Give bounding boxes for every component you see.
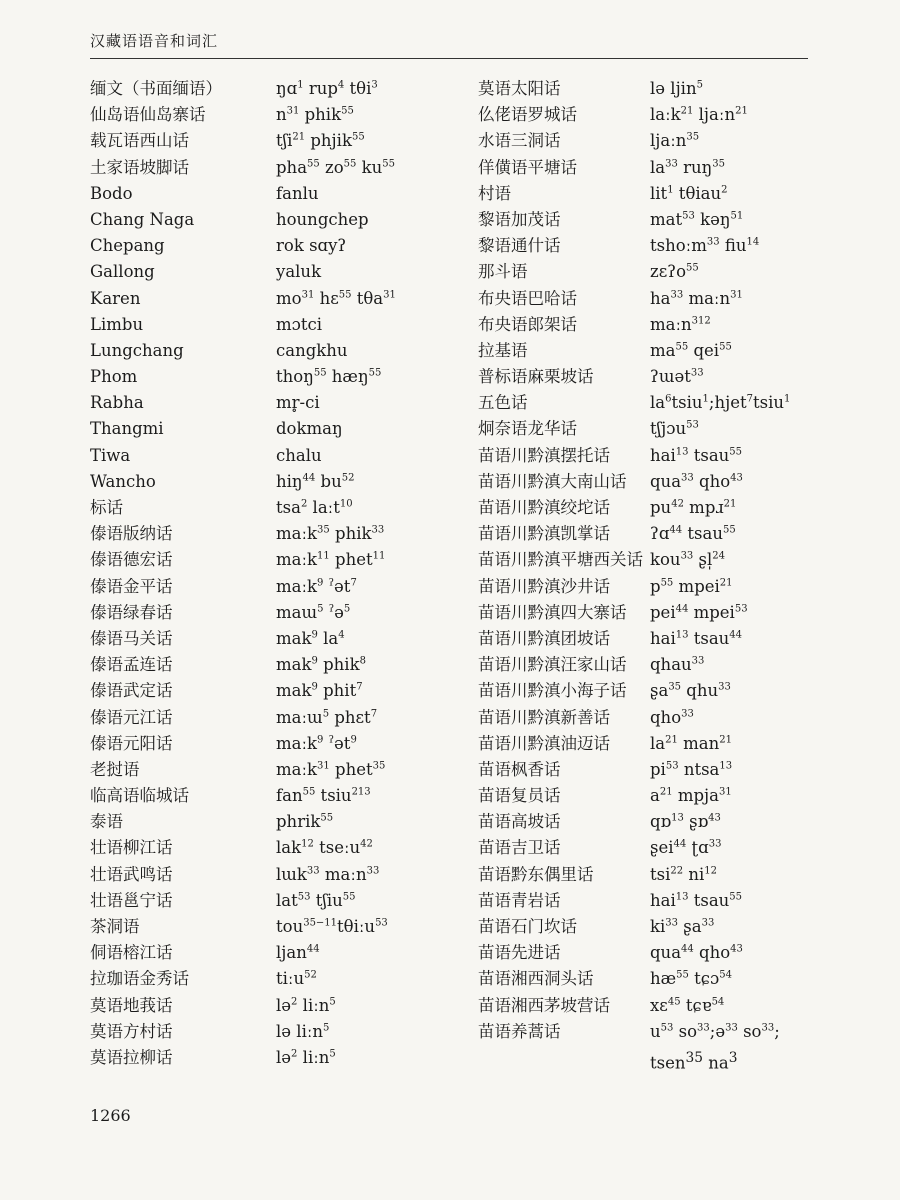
word-form: $p^{55}$ mpei$^{21}$ bbox=[650, 576, 733, 596]
language-name: Rabha bbox=[90, 393, 144, 413]
language-name: 村语 bbox=[478, 183, 511, 203]
language-name: 苗语养蒿话 bbox=[478, 1021, 561, 1041]
entry-row bbox=[478, 652, 818, 678]
word-form: tsi$^{22}$ $ni^{12}$ bbox=[650, 864, 718, 884]
entry-row bbox=[90, 966, 470, 992]
header-rule bbox=[90, 58, 808, 59]
entry-row bbox=[478, 705, 818, 731]
language-name: Tiwa bbox=[90, 445, 131, 465]
word-form: $mo^{31}$ hɛ$^{55}$ tθa$^{31}$ bbox=[276, 288, 396, 308]
entry-row bbox=[90, 128, 470, 154]
word-form: rok sɑyʔ bbox=[276, 236, 347, 256]
language-name: 傣语金平话 bbox=[90, 576, 173, 596]
entry-row bbox=[90, 705, 470, 731]
entry-row bbox=[478, 914, 818, 940]
word-form: lə liːn$^5$ bbox=[276, 1021, 330, 1041]
word-form: yaluk bbox=[276, 262, 322, 282]
entry-row bbox=[90, 181, 470, 207]
entry-row bbox=[478, 940, 818, 966]
entry-row bbox=[478, 521, 818, 547]
entry-row bbox=[90, 495, 470, 521]
language-name: 仫佬语罗城话 bbox=[478, 105, 577, 125]
word-form: maːk$^{31}$ phet$^{35}$ bbox=[276, 759, 386, 779]
word-form: kou$^{33}$ ʂl̩$^{24}$ bbox=[650, 550, 726, 570]
language-name: 苗语黔东偶里话 bbox=[478, 864, 594, 884]
entry-row bbox=[478, 443, 818, 469]
word-form: tshoːm$^{33}$ fiu$^{14}$ bbox=[650, 236, 760, 256]
language-name: 苗语湘西茅坡营话 bbox=[478, 995, 610, 1015]
word-form: mɔtci bbox=[276, 314, 323, 334]
language-name: 缅文（书面缅语） bbox=[90, 79, 222, 98]
language-name: 侗语榕江话 bbox=[90, 943, 173, 963]
word-form: pei$^{44}$ mpei$^{53}$ bbox=[650, 602, 748, 622]
entry-row bbox=[478, 1019, 818, 1045]
entry-row bbox=[90, 547, 470, 573]
word-form: cangkhu bbox=[276, 340, 348, 360]
language-name: 苗语川黔滇油迈话 bbox=[478, 733, 610, 753]
language-name: 莫语拉柳话 bbox=[90, 1047, 173, 1067]
language-name: 黎语通什话 bbox=[478, 236, 561, 256]
entry-row bbox=[478, 181, 818, 207]
language-name: 傣语马关话 bbox=[90, 628, 173, 648]
entry-row bbox=[478, 128, 818, 154]
entry-row bbox=[90, 888, 470, 914]
word-form: maːk$^9$ $^ʔ$ət$^9$ bbox=[276, 733, 357, 753]
word-form: $pu^{42}$ mpɹ$^{21}$ bbox=[650, 498, 737, 517]
language-name: 苗语川黔滇新善话 bbox=[478, 707, 610, 727]
right-column bbox=[478, 76, 818, 1071]
entry-row bbox=[90, 652, 470, 678]
entry-row bbox=[90, 835, 470, 861]
entry-row bbox=[478, 76, 818, 102]
entry-row bbox=[478, 390, 818, 416]
word-form: tsa$^2$ laːt$^{10}$ bbox=[276, 498, 353, 517]
language-name: 水语三洞话 bbox=[478, 131, 561, 151]
language-name: 壮语邕宁话 bbox=[90, 890, 173, 910]
language-name: 标话 bbox=[90, 498, 123, 517]
word-form: ŋɑ$^1$ rup$^4$ tθi$^3$ bbox=[276, 79, 378, 98]
word-form: houngchep bbox=[276, 209, 369, 229]
language-name: 苗语川黔滇沙井话 bbox=[478, 576, 610, 596]
entry-row bbox=[90, 76, 470, 102]
entry-row bbox=[478, 888, 818, 914]
language-name: 拉珈语金秀话 bbox=[90, 969, 189, 989]
language-name: 苗语川黔滇四大寨话 bbox=[478, 602, 627, 622]
language-name: Phom bbox=[90, 367, 138, 387]
entry-row bbox=[478, 574, 818, 600]
entry-row bbox=[478, 338, 818, 364]
entry-row bbox=[90, 914, 470, 940]
word-form: mak$^9$ phik$^8$ bbox=[276, 655, 366, 675]
entry-row bbox=[478, 364, 818, 390]
entry-row bbox=[478, 469, 818, 495]
word-form: mak$^9$ phit$^7$ bbox=[276, 681, 363, 701]
entry-row bbox=[478, 312, 818, 338]
language-name: Thangmi bbox=[90, 419, 164, 439]
language-name: 苗语川黔滇摆托话 bbox=[478, 445, 610, 465]
entry-row bbox=[90, 312, 470, 338]
language-name: 莫语地莪话 bbox=[90, 995, 173, 1015]
entry-row bbox=[90, 233, 470, 259]
word-form: dokmaŋ bbox=[276, 419, 343, 439]
word-form: hai$^{13}$ tsau$^{44}$ bbox=[650, 628, 743, 648]
language-name: 布央语巴哈话 bbox=[478, 288, 577, 308]
language-name: 茶洞语 bbox=[90, 917, 140, 936]
entry-row bbox=[90, 364, 470, 390]
language-name: 傣语孟连话 bbox=[90, 655, 173, 675]
entry-row bbox=[90, 940, 470, 966]
word-form: ljan$^{44}$ bbox=[276, 943, 320, 963]
word-form: zɛʔo$^{55}$ bbox=[650, 262, 699, 282]
word-form: qua$^{44}$ qho$^{43}$ bbox=[650, 943, 743, 963]
language-name: Lungchang bbox=[90, 340, 184, 360]
language-name: 苗语川黔滇小海子话 bbox=[478, 681, 627, 701]
running-header: 汉藏语语音和词汇 bbox=[90, 32, 219, 50]
entry-row bbox=[90, 338, 470, 364]
language-name: 黎语加茂话 bbox=[478, 209, 561, 229]
language-name: 苗语青岩话 bbox=[478, 890, 561, 910]
word-form: $n^{31}$ phik$^{55}$ bbox=[276, 105, 354, 125]
entry-row bbox=[90, 574, 470, 600]
word-form: $ma^{55}$ qei$^{55}$ bbox=[650, 340, 732, 360]
entry-row bbox=[478, 416, 818, 442]
entry-row bbox=[90, 521, 470, 547]
language-name: 莫语太阳话 bbox=[478, 79, 561, 98]
word-form: fanlu bbox=[276, 183, 319, 203]
entry-row bbox=[90, 102, 470, 128]
entry-row bbox=[90, 1045, 470, 1071]
word-form: qho$^{33}$ bbox=[650, 707, 694, 727]
word-form: hiŋ$^{44}$ $bu^{52}$ bbox=[276, 471, 355, 491]
entry-row bbox=[478, 678, 818, 704]
word-form: lə$^2$ liːn$^5$ bbox=[276, 1047, 336, 1067]
word-form: mr̥-ci bbox=[276, 393, 320, 413]
word-form: $pi^{53}$ ntsa$^{13}$ bbox=[650, 759, 733, 779]
word-form: xɛ$^{45}$ tɕɐ$^{54}$ bbox=[650, 995, 725, 1015]
language-name: 老挝语 bbox=[90, 759, 140, 779]
language-name: 傣语版纳话 bbox=[90, 524, 173, 544]
entry-row bbox=[90, 783, 470, 809]
language-name: 苗语川黔滇汪家山话 bbox=[478, 655, 627, 675]
language-name: 佯僙语平塘话 bbox=[478, 157, 577, 177]
word-form: maːk$^{11}$ phet$^{11}$ bbox=[276, 550, 386, 570]
language-name: 苗语枫香话 bbox=[478, 759, 561, 779]
language-name: Karen bbox=[90, 288, 141, 308]
entry-row bbox=[478, 547, 818, 573]
word-form: lɯk$^{33}$ maːn$^{33}$ bbox=[276, 864, 380, 884]
entry-row bbox=[90, 390, 470, 416]
entry-row bbox=[90, 757, 470, 783]
entry-row bbox=[478, 259, 818, 285]
language-name: 苗语川黔滇大南山话 bbox=[478, 471, 627, 491]
language-name: 那斗语 bbox=[478, 262, 528, 282]
language-name: 苗语石门坎话 bbox=[478, 917, 577, 936]
language-name: 苗语川黔滇凯掌话 bbox=[478, 524, 610, 544]
entry-row bbox=[478, 809, 818, 835]
word-form: $u^{53}$ $so^{33};ə^{33}$ $so^{33}$; bbox=[650, 1021, 780, 1041]
language-name: 苗语吉卫话 bbox=[478, 838, 561, 858]
language-name: Limbu bbox=[90, 314, 144, 334]
entry-row bbox=[478, 862, 818, 888]
word-form: maːn$^{312}$ bbox=[650, 314, 711, 334]
language-name: 壮语武鸣话 bbox=[90, 864, 173, 884]
left-column bbox=[90, 76, 470, 1071]
language-name: 仙岛语仙岛寨话 bbox=[90, 105, 206, 125]
word-form: tʃi$^{21}$ phjik$^{55}$ bbox=[276, 131, 365, 151]
language-name: 苗语湘西洞头话 bbox=[478, 969, 594, 989]
word-form: mat$^{53}$ kəŋ$^{51}$ bbox=[650, 209, 744, 229]
word-form: $ki^{33}$ ʂa$^{33}$ bbox=[650, 917, 715, 936]
entry-row bbox=[90, 1019, 470, 1045]
word-form: lə$^2$ liːn$^5$ bbox=[276, 995, 336, 1015]
language-name: Wancho bbox=[90, 471, 156, 491]
entry-row bbox=[90, 207, 470, 233]
word-form: $a^{21}$ mpja$^{31}$ bbox=[650, 786, 732, 806]
entry-row bbox=[90, 600, 470, 626]
language-name: 苗语高坡话 bbox=[478, 812, 561, 832]
language-name: 苗语先进话 bbox=[478, 943, 561, 963]
entry-row bbox=[478, 835, 818, 861]
entry-row bbox=[90, 469, 470, 495]
language-name: 普标语麻栗坡话 bbox=[478, 367, 594, 387]
word-form: ʔɑ$^{44}$ tsau$^{55}$ bbox=[650, 524, 736, 544]
language-name: 傣语元阳话 bbox=[90, 733, 173, 753]
word-form: maɯ$^5$ $^ʔ$ə$^5$ bbox=[276, 602, 351, 622]
entry-row bbox=[478, 626, 818, 652]
word-form: hai$^{13}$ tsau$^{55}$ bbox=[650, 445, 743, 465]
word-form: mak$^9$ $la^4$ bbox=[276, 628, 345, 648]
language-name: 莫语方村话 bbox=[90, 1021, 173, 1041]
language-name: Gallong bbox=[90, 262, 155, 282]
entry-row bbox=[90, 809, 470, 835]
word-form: thoŋ$^{55}$ hæŋ$^{55}$ bbox=[276, 367, 382, 387]
word-form: fan$^{55}$ tsiu$^{213}$ bbox=[276, 786, 371, 806]
entry-row bbox=[90, 259, 470, 285]
entry-row bbox=[478, 757, 818, 783]
word-form: qua$^{33}$ qho$^{43}$ bbox=[650, 471, 743, 491]
word-form: tʃjɔu$^{53}$ bbox=[650, 419, 699, 439]
entry-row bbox=[90, 993, 470, 1019]
word-form: maːk$^{35}$ phik$^{33}$ bbox=[276, 524, 385, 544]
word-form: $la^6tsiu^1;hjet^7tsiu^1$ bbox=[650, 393, 791, 413]
language-name: 傣语绿春话 bbox=[90, 602, 173, 622]
entry-row bbox=[90, 286, 470, 312]
language-name: 炯奈语龙华话 bbox=[478, 419, 577, 439]
entry-row bbox=[478, 966, 818, 992]
word-form: chalu bbox=[276, 445, 322, 465]
language-name: 苗语川黔滇平塘西关话 bbox=[478, 550, 643, 570]
language-name: 傣语武定话 bbox=[90, 681, 173, 701]
word-form: ʂa$^{35}$ qhu$^{33}$ bbox=[650, 681, 731, 701]
language-name: Chepang bbox=[90, 236, 165, 256]
language-name: Bodo bbox=[90, 183, 133, 203]
word-form: tou$^{35-11}$tθiːu$^{53}$ bbox=[276, 917, 388, 936]
entry-row bbox=[478, 731, 818, 757]
entry-row bbox=[478, 102, 818, 128]
language-name: 土家语坡脚话 bbox=[90, 157, 189, 177]
language-name: 苗语川黔滇绞坨话 bbox=[478, 498, 610, 517]
word-form: lə ljin$^5$ bbox=[650, 79, 703, 98]
entry-row bbox=[90, 155, 470, 181]
entry-row bbox=[478, 783, 818, 809]
entry-row bbox=[478, 600, 818, 626]
entry-row bbox=[90, 678, 470, 704]
entry-row bbox=[478, 233, 818, 259]
word-form: tiːu$^{52}$ bbox=[276, 969, 317, 989]
word-form: qɒ$^{13}$ ʂɒ$^{43}$ bbox=[650, 812, 721, 832]
language-name: 载瓦语西山话 bbox=[90, 131, 189, 151]
language-name: Chang Naga bbox=[90, 209, 195, 229]
word-form: phrik$^{55}$ bbox=[276, 812, 334, 832]
language-name: 泰语 bbox=[90, 812, 123, 832]
language-name: 临高语临城话 bbox=[90, 786, 189, 806]
word-form: ʔɯət$^{33}$ bbox=[650, 367, 704, 387]
entry-row bbox=[90, 443, 470, 469]
word-form: pha$^{55}$ $zo^{55}$ $ku^{55}$ bbox=[276, 157, 395, 177]
word-form: $ha^{33}$ maːn$^{31}$ bbox=[650, 288, 743, 308]
entry-row bbox=[478, 155, 818, 181]
word-form: maːɯ$^5$ phɛt$^7$ bbox=[276, 707, 378, 727]
word-form: lat$^{53}$ tʃiu$^{55}$ bbox=[276, 890, 356, 910]
language-name: 苗语复员话 bbox=[478, 786, 561, 806]
word-form: $la^{33}$ ruŋ$^{35}$ bbox=[650, 157, 725, 177]
language-name: 五色话 bbox=[478, 393, 528, 413]
language-name: 苗语川黔滇团坡话 bbox=[478, 628, 610, 648]
entry-row bbox=[90, 416, 470, 442]
word-form: ljaːn$^{35}$ bbox=[650, 131, 700, 151]
word-form: lak$^{12}$ tseːu$^{42}$ bbox=[276, 838, 373, 858]
language-name: 傣语元江话 bbox=[90, 707, 173, 727]
entry-row bbox=[478, 993, 818, 1019]
entry-row bbox=[478, 286, 818, 312]
language-name: 壮语柳江话 bbox=[90, 838, 173, 858]
word-form: laːk$^{21}$ ljaːn$^{21}$ bbox=[650, 105, 748, 125]
language-name: 拉基语 bbox=[478, 340, 528, 360]
word-form: hai$^{13}$ tsau$^{55}$ bbox=[650, 890, 743, 910]
word-form: maːk$^9$ $^ʔ$ət$^7$ bbox=[276, 576, 357, 596]
entry-row bbox=[90, 862, 470, 888]
word-form: $hæ^{55}$ tɕɔ$^{54}$ bbox=[650, 969, 732, 989]
entry-row bbox=[478, 207, 818, 233]
word-form: lit$^1$ tθiau$^2$ bbox=[650, 183, 728, 203]
entry-row bbox=[90, 731, 470, 757]
page-number: 1266 bbox=[90, 1106, 131, 1125]
entry-row bbox=[90, 626, 470, 652]
word-form-continuation: tsen$^{35}$ $na^3$ bbox=[650, 1049, 738, 1073]
word-form: qhau$^{33}$ bbox=[650, 655, 705, 675]
language-name: 布央语郎架话 bbox=[478, 314, 577, 334]
word-form: $la^{21}$ man$^{21}$ bbox=[650, 733, 732, 753]
language-name: 傣语德宏话 bbox=[90, 550, 173, 570]
word-form: ʂei$^{44}$ ʈɑ$^{33}$ bbox=[650, 838, 722, 858]
entry-row bbox=[478, 495, 818, 521]
